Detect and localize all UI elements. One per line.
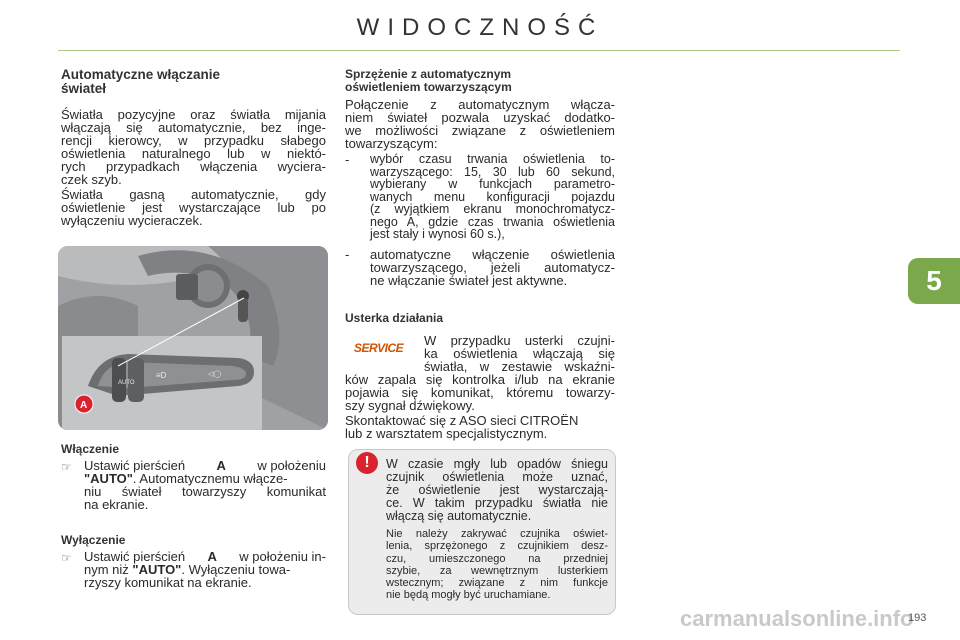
text-line: W przypadku usterki czujni- — [424, 333, 615, 348]
on-heading — [61, 443, 119, 456]
off-heading — [61, 534, 125, 547]
page-number: 193 — [908, 612, 927, 624]
coupling-paragraph — [345, 98, 615, 150]
text-line: światła, w zestawie wskaźni- — [424, 359, 615, 374]
text-line: wstecznym; związane z nim funkcje — [386, 577, 608, 590]
text-line: Połączenie z automatycznym włącza- — [345, 97, 615, 112]
text-line: ce. W takim przypadku światła nie — [386, 496, 608, 510]
text-line: że oświetlenie jest wystarczają- — [386, 483, 608, 497]
text-line: jest stały i wynosi 60 s.), — [370, 227, 505, 241]
text-line: niu świateł towarzyszy komunikat — [84, 484, 326, 499]
text-line: wybierany w funkcjach parametro- — [370, 177, 615, 191]
text-line: wyłączeniu wycieraczek. — [61, 213, 203, 228]
list-item — [370, 153, 615, 241]
hand-pointer-icon: ☞ — [61, 551, 72, 565]
text-line: ne włączanie świateł jest aktywne. — [370, 273, 568, 288]
text-line: włączają się automatycznie, bez inge- — [61, 120, 326, 135]
svg-text:◁◯: ◁◯ — [208, 371, 222, 378]
fault-paragraph — [345, 373, 615, 412]
text-line: czek szyb. — [61, 172, 122, 187]
text-line: lenia, sprzężonego z czujnikiem desz- — [386, 540, 608, 553]
text-fragment: w położeniu — [257, 458, 326, 473]
text-line: rych przypadkach włączenia wyciera- — [61, 159, 326, 174]
warning-icon: ! — [356, 452, 378, 474]
text-line: lub z warsztatem specjalistycznym. — [345, 426, 548, 441]
title-divider — [58, 50, 900, 51]
fault-heading-text: Usterka działania — [345, 311, 444, 325]
heading-line: świateł — [61, 81, 107, 96]
heading-line: Automatyczne włączanie — [61, 67, 221, 82]
auto-label: "AUTO" — [84, 471, 133, 486]
right-heading — [345, 68, 615, 94]
text-line: (z wyjątkiem ekranu monochromatycz- — [370, 202, 615, 216]
text-fragment: w położeniu in- — [239, 549, 326, 564]
watermark: carmanualsonline.info — [680, 606, 914, 631]
text-fragment: . Wyłączeniu towa- — [181, 562, 291, 577]
text-line: warzyszącego: 15, 30 lub 60 sekund, — [370, 164, 615, 179]
text-line: ków zapala się kontrolka i/lub na ekranie — [345, 372, 615, 387]
text-fragment: Ustawić pierścień — [84, 458, 186, 473]
ring-ref: A — [207, 549, 217, 564]
text-line: towarzyszącego, jeżeli automatycz- — [370, 260, 615, 275]
text-line: Skontaktować się z ASO sieci CITROËN — [345, 413, 579, 428]
list-item — [370, 248, 615, 287]
text-line: pojawia się komunikat, któremu towarzy- — [345, 385, 615, 400]
off-paragraph — [61, 188, 326, 227]
heading-line: oświetleniem towarzyszącym — [345, 80, 512, 94]
svg-text:AUTO: AUTO — [118, 380, 135, 386]
text-line: czujnik oświetlenia może uznać, — [386, 470, 608, 484]
text-line: oświetlenia naturalnego lub w niektó- — [61, 146, 326, 161]
text-line: W czasie mgły lub opadów śniegu — [386, 457, 608, 471]
text-line: rzyszy komunikat na ekranie. — [84, 575, 252, 590]
text-line: we możliwości związane z oświetleniem — [345, 123, 615, 138]
off-heading-text: Wyłączenie — [61, 533, 126, 547]
text-line: nie będą mogły być uruchamiane. — [386, 589, 551, 602]
text-line: włączą się automatycznie. — [386, 509, 532, 523]
lighting-stalk-illustration — [58, 246, 328, 430]
dashboard-drawing — [58, 246, 328, 430]
text-line: Światła gasną automatycznie, gdy — [61, 187, 326, 202]
warning-paragraph — [386, 458, 608, 523]
list-dash: - — [345, 152, 350, 167]
heading-line: Sprzężenie z automatycznym — [345, 67, 512, 81]
text-line: automatyczne włączenie oświetlenia — [370, 247, 615, 262]
off-instructions — [84, 550, 326, 589]
text-line: ka oświetlenia włączają się — [424, 346, 615, 361]
contact-paragraph — [345, 414, 615, 440]
hand-pointer-icon: ☞ — [61, 460, 72, 474]
service-icon: SERVICE — [354, 341, 404, 355]
text-fragment: nym niż — [84, 562, 129, 577]
chapter-tab[interactable]: 5 — [908, 258, 960, 304]
text-line: niem świateł pozwala uzyskać dodatko- — [345, 110, 615, 125]
text-line: czu, umieszczonego na przedniej — [386, 552, 608, 565]
svg-text:≡D: ≡D — [156, 371, 167, 380]
text-line: nego A, gdzie czas trwania oświetlenia — [370, 214, 615, 229]
text-fragment: Ustawić pierścień — [84, 549, 186, 564]
page-title: WIDOCZNOŚĆ — [356, 14, 604, 41]
on-heading-text: Włączenie — [61, 442, 120, 456]
text-line: towarzyszącym: — [345, 136, 438, 151]
text-line: wybór czasu trwania oświetlenia to- — [370, 152, 615, 166]
text-line: wanych menu konfiguracji pojazdu — [370, 189, 615, 204]
auto-label: "AUTO" — [132, 562, 182, 577]
on-instructions — [84, 459, 326, 511]
text-line: oświetlenie jest wystarczające lub po — [61, 200, 326, 215]
fault-paragraph-indented — [424, 334, 615, 373]
text-line: Światła pozycyjne oraz światła mijania — [61, 107, 326, 122]
text-line: rencji kierowcy, w przypadku słabego — [61, 133, 326, 148]
text-line: na ekranie. — [84, 497, 149, 512]
ring-ref: A — [216, 458, 226, 473]
warning-note — [386, 528, 608, 602]
text-line: Nie należy zakrywać czujnika oświet- — [386, 528, 608, 540]
fault-heading — [345, 312, 443, 325]
ring-marker-label: A — [80, 400, 88, 411]
left-heading — [61, 68, 323, 96]
list-dash: - — [345, 247, 350, 262]
text-line: szy sygnał dźwiękowy. — [345, 398, 475, 413]
text-line: szybie, za wewnętrznym lusterkiem — [386, 564, 608, 577]
intro-paragraph — [61, 108, 326, 186]
text-fragment: . Automatycznemu włącze- — [132, 471, 288, 486]
